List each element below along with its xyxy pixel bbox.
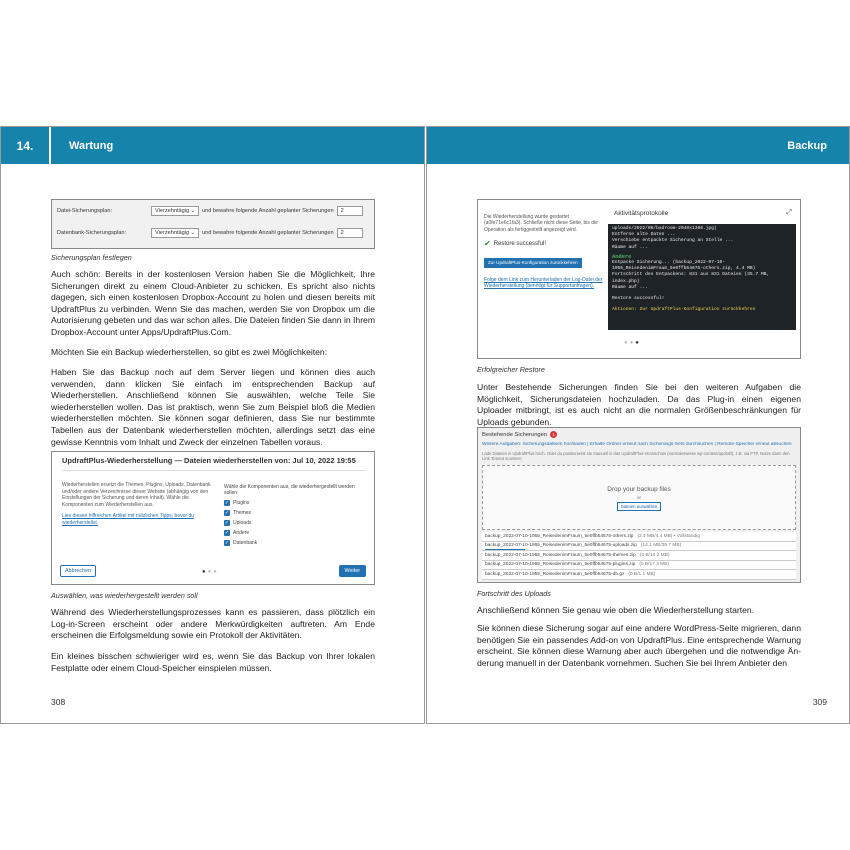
download-log-link[interactable]: Folge dem Link zum Herunterladen der Log-Datei der Wiederherstellung (benötigt für Supportanfragen). xyxy=(484,277,603,290)
select-value: Vierzehntägig xyxy=(155,208,190,214)
log-line: Entferne alte Daten ... xyxy=(612,232,676,238)
dialog-description xyxy=(62,482,212,527)
restore-status xyxy=(484,214,604,290)
file-schedule-label: Datei-Sicherungsplan: xyxy=(57,208,113,214)
upload-screenshot xyxy=(477,427,801,583)
page-number: 308 xyxy=(51,697,66,707)
log-line: Fortschritt des Entpackens: 831 aus 831 Dateien (35.7 MB, xyxy=(612,272,770,278)
file-schedule-row xyxy=(57,206,363,216)
log-line: uploads/2022/06/badroom-2048x1366.jpg) xyxy=(612,226,717,231)
paragraph: Ein kleines bisschen schwieriger wird es, wenn Sie das Backup von Ihrer lokalen Festplatte oder einem Cloud-Speicher einspielen müssen. xyxy=(51,651,375,673)
section-title: Backup xyxy=(787,139,827,152)
caption-restore-select: Auswählen, was wiederhergestellt werden soll xyxy=(51,591,198,600)
paragraph: Auch schön: Bereits in der kostenlosen Version haben Sie die Möglichkeit, Ihre Sicherungen direkt zu einem Cloud-Anbieter zu schicken. Es spricht also nichts dagegen, sich einen kostenlosen Dropbox-Account zu holen und diesen bereits mit UpdraftPlus zu verbinden. Wenn Sie das machen, werden Sie von Dropbox um die Autorisierung gebeten und das war schon alles. Die Dateien finden Sie dann in Ihrem Dropbox-Account unter Apps/UpdraftPlus.Com. xyxy=(51,269,375,337)
right-page xyxy=(426,126,850,724)
file-name: backup_2022-07-10-1955_ReisedenimFraum_5e0ffb54675-themes.zip xyxy=(485,552,636,558)
paragraph: Unter Bestehende Sicherungen finden Sie bei den weiteren Aufgaben die Möglichkeit, Sicherungsdateien hochzuladen. Da das Plug-in einen eigenen Uploader mitbringt, ist es auch nicht an die normalen Größenbeschränkungen für Uploads gebunden. xyxy=(477,382,801,427)
checkbox-database[interactable] xyxy=(224,540,364,546)
checkbox-label: Andere xyxy=(233,530,250,536)
section-header xyxy=(427,127,849,164)
checkbox-others[interactable] xyxy=(224,530,364,536)
book-spread xyxy=(0,126,850,724)
file-size: (0 B/10.2 MB) xyxy=(639,552,670,558)
select-files-button[interactable]: Dateien auswählen xyxy=(617,502,662,511)
keep-text: und bewahre folgende Anzahl geplanter Sicherungen xyxy=(202,230,334,236)
title-text: Bestehende Sicherungen xyxy=(482,431,548,438)
log-line: Restore successful! xyxy=(612,296,665,302)
left-page xyxy=(0,126,425,724)
paragraph: Haben Sie das Backup noch auf dem Server liegen und können dies auch verwenden, dann klicken Sie einfach im entsprechenden Backup auf Wiederherstellen. Anschließend können Sie auswählen, welche Teile Sie wiederherstellen wollen. Das ist praktisch, wenn Sie zum Beispiel bloß die Medien wiederherstellen möchten. Sie können sogar definieren, dass Sie nur bestimmte Tabellen aus der Datenbank wiederherstellen möchten, allerdings setzt das eine gewisse Kenntnis vom Inhalt und Zweck der einzelnen Tabellen voraus. xyxy=(51,367,375,447)
count-badge: 1 xyxy=(550,431,557,438)
help-article-link[interactable]: Lies diesen hilfreichen Artikel mit nützlichen Tipps, bevor du wiederherstellst. xyxy=(62,513,195,526)
log-line: Räume auf ... xyxy=(612,284,648,290)
log-line: index.php) xyxy=(612,278,640,284)
db-schedule-row xyxy=(57,228,363,238)
file-size: (2.4 MB/4.4 MB) • Vollständig xyxy=(637,533,700,539)
keep-count-input[interactable]: 2 xyxy=(337,206,363,216)
db-schedule-label: Datenbank-Sicherungsplan: xyxy=(57,230,127,236)
list-item xyxy=(482,570,796,580)
checkbox-icon: ✓ xyxy=(224,510,230,516)
keep-text: und bewahre folgende Anzahl geplanter Sicherungen xyxy=(202,208,334,214)
caption-success: Erfolgreicher Restore xyxy=(477,365,545,374)
list-item xyxy=(482,532,796,542)
file-size: (0 B/17.3 MB) xyxy=(639,562,669,568)
page-number: 309 xyxy=(812,697,827,707)
checkbox-label: Uploads xyxy=(233,520,252,526)
checkbox-themes[interactable] xyxy=(224,510,364,516)
log-panel-title: Aktivitätsprotokolle xyxy=(614,210,669,217)
log-line: 1955_ReisedenimFraum_5e0ffb54675-others.zip, 4.4 MB) xyxy=(612,266,756,272)
activity-log xyxy=(608,224,796,330)
expand-icon[interactable]: ⤢ xyxy=(786,209,792,216)
pagination-dots: ●●● xyxy=(624,340,641,346)
restore-dialog-screenshot xyxy=(51,451,375,585)
checkbox-icon: ✓ xyxy=(224,540,230,546)
success-text: Restore successful! xyxy=(493,241,547,248)
chevron-down-icon: ⌄ xyxy=(190,208,195,214)
caption-upload-progress: Fortschritt des Uploads xyxy=(477,589,551,598)
success-message xyxy=(484,241,604,247)
log-line: Räume auf ... xyxy=(612,244,648,250)
log-line: Entpacke Sicherung... (backup_2022-07-10- xyxy=(612,260,726,266)
keep-count-input[interactable]: 2 xyxy=(337,228,363,238)
log-actions-line[interactable]: Aktionen: Zur UpdraftPlus-Konfiguration zurückkehren xyxy=(612,307,756,313)
drop-text: Drop your backup files xyxy=(607,486,671,493)
component-heading: Wähle die Komponenten aus, die wiederhergestellt werden sollen: xyxy=(224,484,355,496)
pagination-dots: ●●● xyxy=(202,569,219,575)
activity-log-screenshot xyxy=(477,199,801,359)
file-schedule-select[interactable] xyxy=(151,206,199,216)
schedule-screenshot xyxy=(51,199,375,249)
caption-schedule: Sicherungsplan festlegen xyxy=(51,253,132,262)
checkbox-plugins[interactable] xyxy=(224,500,364,506)
paragraph: Sie können diese Sicherung sogar auf eine andere WordPress-Seite migrieren, dann benötigen Sie ein passendes Add-on von UpdraftPlus. Eine entsprechende Warnung erscheint. Sie können diese Warnung aber auch übergehen und die notwendige Änderung manuell in der Datenbank vornehmen. Suchen Sie bei Ihrem Anbieter den xyxy=(477,623,801,668)
paragraph: Während des Wiederherstellungsprozesses kann es passieren, dass plötzlich ein Log-in-Screen erscheint oder andere Merkwürdigkeiten auftreten. Am Ende erscheinen die Erfolgsmeldung sowie ein Protokoll der Aktivitäten. xyxy=(51,607,375,641)
checkbox-label: Themes xyxy=(233,510,252,516)
file-size: (0 B/1.1 MB) xyxy=(628,571,656,577)
db-schedule-select[interactable] xyxy=(151,228,199,238)
paragraph: Anschließend können Sie genau wie oben die Wiederherstellung starten. xyxy=(477,605,755,615)
checkbox-label: Plugins xyxy=(233,500,250,506)
return-config-button[interactable]: Zur UpdraftPlus-Konfiguration zurückkehren xyxy=(484,258,582,268)
file-name: backup_2022-07-10-1955_ReisedenimFraum_5e0ffb54675-plugins.zip xyxy=(485,562,636,568)
component-list xyxy=(224,484,364,546)
list-item xyxy=(482,561,796,571)
chapter-title: Wartung xyxy=(69,139,114,152)
file-name: backup_2022-07-10-1955_ReisedenimFraum_5e0ffb54675-uploads.zip xyxy=(485,543,637,549)
log-section-heading: Andere xyxy=(612,253,632,260)
cancel-button[interactable]: Abbrechen xyxy=(60,565,96,577)
chapter-header xyxy=(1,127,424,164)
log-line: Verschiebe entpackte Sicherung an Stelle ... xyxy=(612,238,734,244)
checkbox-label: Datenbank xyxy=(233,540,258,546)
file-size: (14.1 MB/35.7 MB) xyxy=(640,543,682,549)
or-text: or xyxy=(636,495,641,500)
dialog-text: Wiederherstellen ersetzt die Themes, Plugins, Uploads, Datenbank und/oder andere Verzeichnisse dieser Website (abhängig von den Einstellungen der Sicherung und deren Inhalt). Wähle die Komponenten zum Wiederherstellen aus. xyxy=(62,482,211,508)
dialog-title: UpdraftPlus-Wiederherstellung — Dateien wiederherstellen von: Jul 10, 2022 19:55 xyxy=(62,456,366,471)
upload-note: Lade Dateien in UpdraftPlus hoch. Oder du positionierst sie manuell in das UpdraftPlus-Verzeichnis (normalerweise wp-content/updraft), z.B. via FTP. Nutze dann den Link 'Erneut scannen'. xyxy=(482,451,790,461)
upload-file-list xyxy=(482,532,796,580)
status-text: Die Wiederherstellung wurde gestartet (a0fe71e6c1fa3). Schließe nicht diese Seite, bis die Operation als fertiggestellt angezeigt wird. xyxy=(484,214,598,233)
chapter-number: 14. xyxy=(1,127,51,164)
chevron-down-icon: ⌄ xyxy=(190,230,195,236)
checkbox-icon: ✓ xyxy=(224,520,230,526)
upload-progress-bar xyxy=(485,549,525,551)
more-tasks-links[interactable]: Weitere Aufgaben: Sicherungsdateien hochladen | Erhalte Ordner erneut nach Sicherungs-Sets durchsuchen | Remote-Speicher erneut absuchen xyxy=(482,442,792,447)
next-button[interactable]: Weiter xyxy=(339,565,366,577)
checkbox-icon: ✓ xyxy=(224,530,230,536)
list-item xyxy=(482,542,796,552)
list-item xyxy=(482,551,796,561)
checkbox-icon: ✓ xyxy=(224,500,230,506)
file-dropzone[interactable] xyxy=(482,465,796,530)
file-name: backup_2022-07-10-1955_ReisedenimFraum_5e0ffb54675-others.zip xyxy=(485,533,634,539)
file-name: backup_2022-07-10-1955_ReisedenimFraum_5e0ffb54675-db.gz xyxy=(485,571,625,577)
paragraph: Möchten Sie ein Backup wiederherstellen, so gibt es zwei Möglichkeiten: xyxy=(51,347,328,357)
existing-backups-title xyxy=(482,431,557,438)
select-value: Vierzehntägig xyxy=(155,230,190,236)
check-icon: ✔ xyxy=(484,239,491,249)
checkbox-uploads[interactable] xyxy=(224,520,364,526)
